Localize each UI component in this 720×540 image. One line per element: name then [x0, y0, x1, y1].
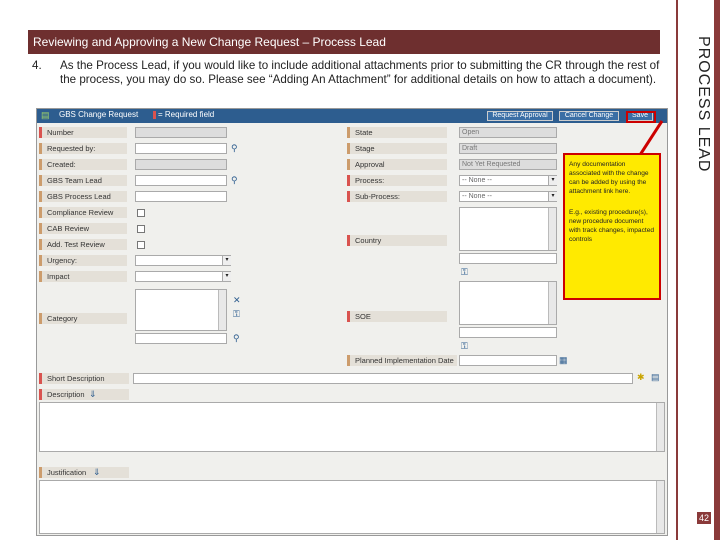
search-icon[interactable]: ⚲: [231, 175, 238, 185]
attachment-callout: [563, 153, 661, 300]
info-icon[interactable]: ▤: [651, 372, 660, 382]
callout-text-1: Any documentation associated with the change can be added by using the attachment link here.: [569, 161, 649, 195]
required-legend-text: = Required field: [158, 110, 215, 119]
planned-date-label: Planned Implementation Date: [347, 355, 457, 366]
requested-by-field[interactable]: [135, 143, 227, 154]
planned-date-field[interactable]: [459, 355, 557, 366]
state-field: Open: [459, 127, 557, 138]
impact-label: Impact: [39, 271, 127, 282]
number-label: Number: [39, 127, 127, 138]
short-description-field[interactable]: [133, 373, 633, 384]
stage-label: Stage: [347, 143, 447, 154]
save-button[interactable]: Save: [627, 111, 653, 121]
form-toolbar: [37, 109, 668, 123]
scrollbar[interactable]: [548, 208, 556, 250]
approval-field: Not Yet Requested: [459, 159, 557, 170]
description-label: Description: [39, 389, 129, 400]
expand-icon[interactable]: ⇓: [89, 389, 97, 399]
side-label: PROCESS LEAD: [695, 36, 712, 173]
sub-process-label: Sub-Process:: [347, 191, 447, 202]
cab-review-label: CAB Review: [39, 223, 127, 234]
scrollbar[interactable]: [656, 481, 664, 533]
category-list[interactable]: [135, 289, 227, 331]
process-label: Process:: [347, 175, 447, 186]
requested-by-label: Requested by:: [39, 143, 127, 154]
scrollbar[interactable]: [656, 403, 664, 451]
callout-text-2: E.g., existing procedure(s), new procedure document with track changes, impacted controls: [569, 209, 655, 243]
chevron-down-icon[interactable]: ▾: [222, 272, 231, 281]
page-number: 42: [699, 513, 710, 523]
required-marker: [153, 111, 156, 119]
required-legend: [153, 110, 214, 119]
soe-input[interactable]: [459, 327, 557, 338]
impact-select[interactable]: [135, 271, 231, 282]
lock-icon[interactable]: ⚿: [233, 309, 240, 319]
country-label: Country: [347, 235, 447, 246]
country-input[interactable]: [459, 253, 557, 264]
category-input[interactable]: [135, 333, 227, 344]
cancel-change-button[interactable]: Cancel Change: [559, 111, 619, 121]
approval-label: Approval: [347, 159, 447, 170]
compliance-review-label: Compliance Review: [39, 207, 127, 218]
step-text: As the Process Lead, if you would like to include additional attachments prior to submitting the CR through the rest of the process, you may do so. Please see “Adding An Attachment” for additional details on how to attach a document).: [60, 59, 660, 86]
calendar-icon[interactable]: ▦: [559, 355, 568, 365]
stage-field: Draft: [459, 143, 557, 154]
number-field: [135, 127, 227, 138]
urgency-label: Urgency:: [39, 255, 127, 266]
short-description-label: Short Description: [39, 373, 129, 384]
created-label: Created:: [39, 159, 127, 170]
search-icon[interactable]: ⚲: [233, 333, 240, 343]
lightbulb-icon[interactable]: ✱: [637, 372, 645, 382]
team-lead-label: GBS Team Lead: [39, 175, 127, 186]
state-label: State: [347, 127, 447, 138]
step-number: 4.: [32, 59, 42, 72]
process-lead-field[interactable]: [135, 191, 227, 202]
slide-title: Reviewing and Approving a New Change Request – Process Lead: [28, 30, 660, 54]
created-field: [135, 159, 227, 170]
sidebar: [676, 0, 720, 540]
country-list[interactable]: [459, 207, 557, 251]
lookup-icon[interactable]: ⚲: [231, 143, 238, 153]
callout-arrow: [634, 115, 664, 155]
chevron-down-icon[interactable]: ▾: [222, 256, 231, 265]
soe-list[interactable]: [459, 281, 557, 325]
lock-icon[interactable]: ⚿: [461, 341, 468, 351]
test-review-checkbox[interactable]: [137, 241, 145, 249]
remove-icon[interactable]: ✕: [233, 295, 241, 305]
form-title: GBS Change Request: [59, 110, 139, 119]
team-lead-field[interactable]: [135, 175, 227, 186]
lock-icon[interactable]: ⚿: [461, 267, 468, 277]
chevron-down-icon[interactable]: ▾: [548, 192, 557, 201]
expand-icon[interactable]: ⇓: [93, 467, 101, 477]
soe-label: SOE: [347, 311, 447, 322]
description-textarea[interactable]: [39, 402, 665, 452]
compliance-review-checkbox[interactable]: [137, 209, 145, 217]
category-label: Category: [39, 313, 127, 324]
justification-textarea[interactable]: [39, 480, 665, 534]
cab-review-checkbox[interactable]: [137, 225, 145, 233]
request-approval-button[interactable]: Request Approval: [487, 111, 553, 121]
scrollbar[interactable]: [548, 282, 556, 324]
urgency-select[interactable]: [135, 255, 231, 266]
process-select[interactable]: -- None --: [459, 175, 557, 186]
justification-label: Justification: [39, 467, 129, 478]
menu-icon[interactable]: ▤: [41, 110, 50, 120]
chevron-down-icon[interactable]: ▾: [548, 176, 557, 185]
scrollbar[interactable]: [218, 290, 226, 330]
sub-process-select[interactable]: -- None --: [459, 191, 557, 202]
process-lead-label: GBS Process Lead: [39, 191, 127, 202]
test-review-label: Add. Test Review: [39, 239, 127, 250]
